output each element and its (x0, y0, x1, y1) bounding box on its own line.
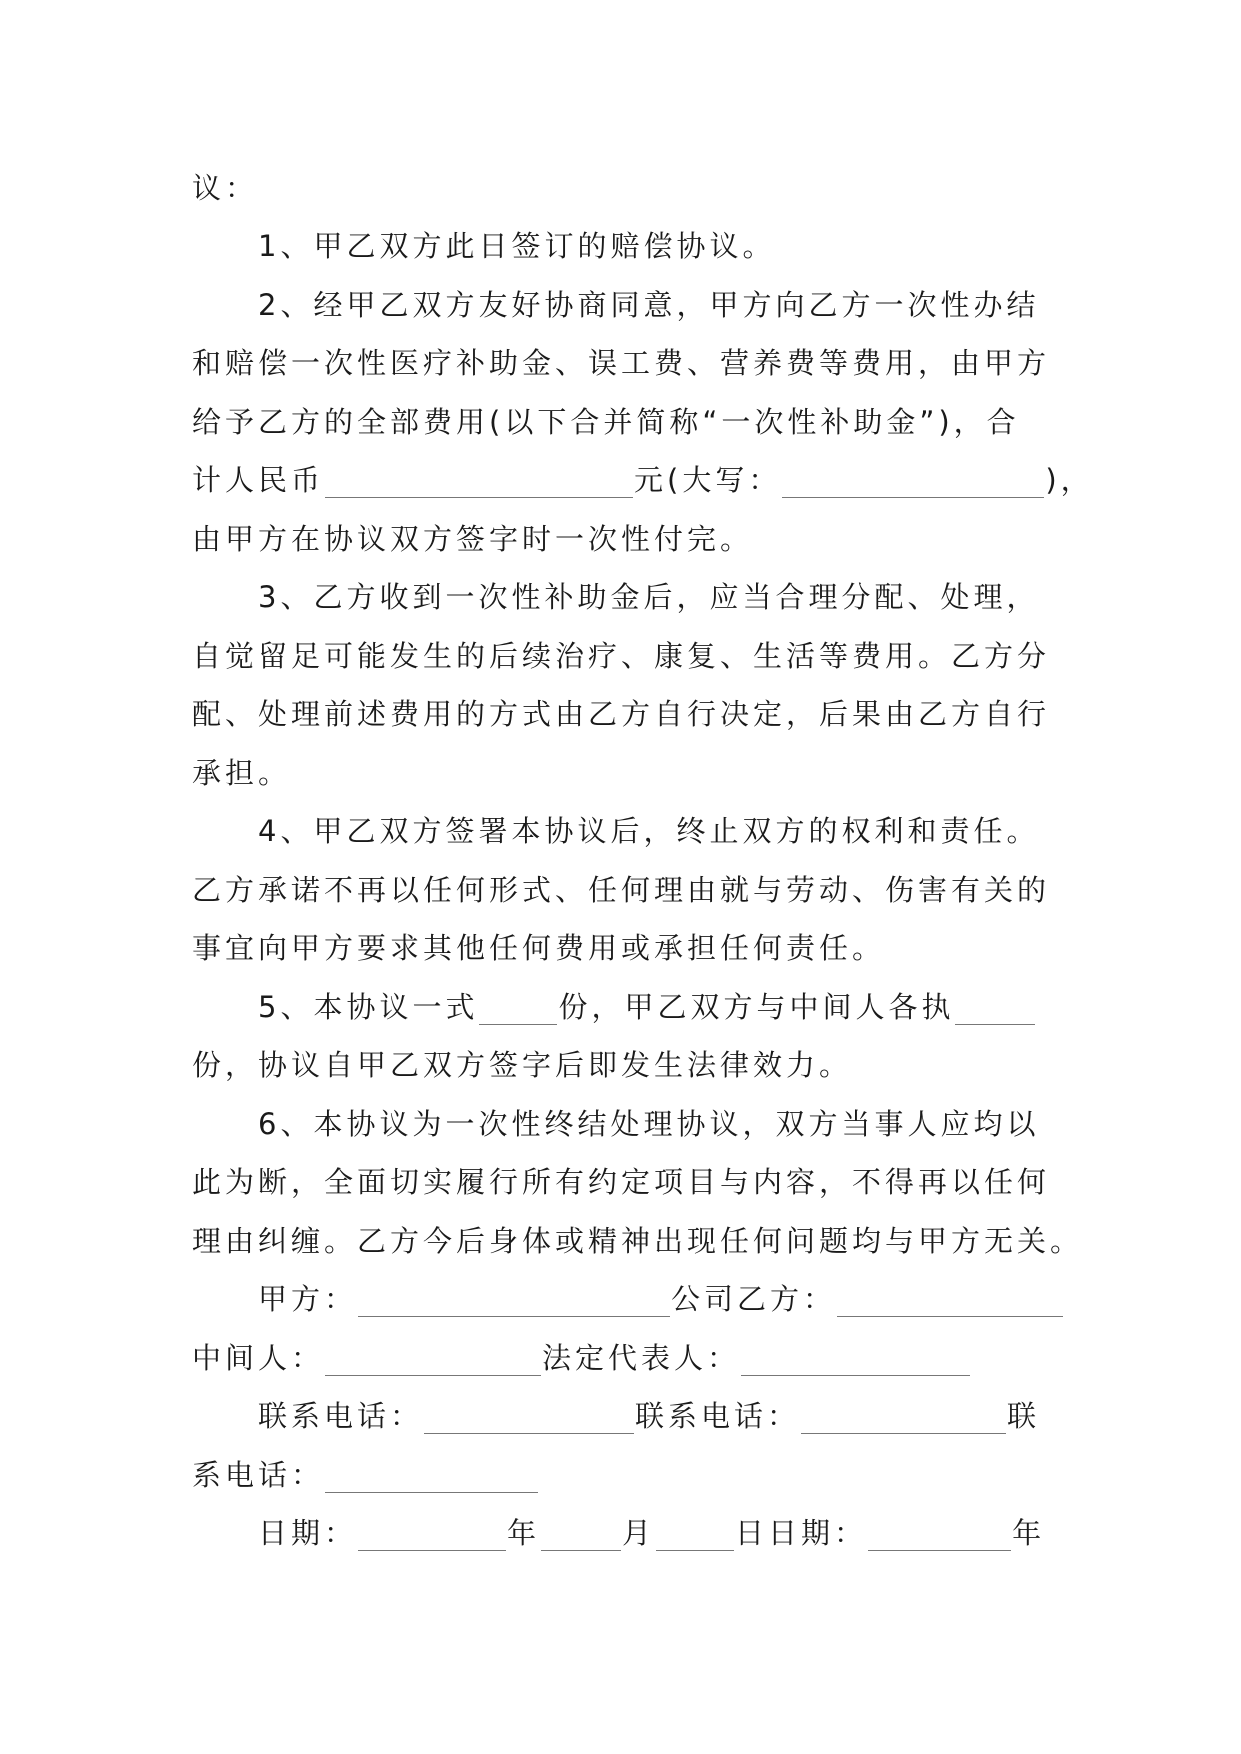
year-label: 年 (507, 1516, 541, 1550)
each-copies-blank[interactable] (955, 994, 1035, 1025)
month-blank[interactable] (541, 1520, 621, 1551)
amount-label: 计人民币 (192, 463, 325, 497)
legal-rep-blank[interactable] (741, 1345, 970, 1376)
closing-paren: )， (1045, 463, 1094, 497)
amount-uppercase-label: 元(大写： (634, 463, 782, 497)
signature-middleman (192, 1338, 971, 1378)
party-b-blank[interactable] (837, 1286, 1063, 1317)
year-label: 年 (1012, 1516, 1046, 1550)
clause-2-line: 给予乙方的全部费用(以下合并简称“一次性补助金”)，合 (192, 405, 1020, 439)
copies-label: 5、本协议一式 (258, 990, 479, 1024)
party-a-blank[interactable] (358, 1286, 670, 1317)
month-label: 月 (622, 1516, 656, 1550)
party-b-label: 公司乙方： (671, 1282, 837, 1316)
signature-dates (258, 1513, 1045, 1553)
signature-phone-3 (192, 1455, 539, 1495)
clause-2-line: 2、经甲乙双方友好协商同意，甲方向乙方一次性办结 (258, 288, 1040, 322)
amount-blank[interactable] (325, 467, 633, 498)
intro-tail: 议： (192, 171, 259, 205)
phone-blank[interactable] (424, 1403, 634, 1434)
clause-6-line: 理由纠缠。乙方今后身体或精神出现任何问题均与甲方无关。 (192, 1224, 1084, 1258)
middleman-label: 中间人： (192, 1341, 325, 1375)
phone-blank[interactable] (325, 1462, 538, 1493)
day-blank[interactable] (656, 1520, 734, 1551)
year-blank[interactable] (868, 1520, 1011, 1551)
clause-2-line: 由甲方在协议双方签字时一次性付完。 (192, 522, 754, 556)
signature-phones (258, 1396, 1040, 1436)
phone-label-part: 联 (1007, 1399, 1041, 1433)
middleman-blank[interactable] (325, 1345, 541, 1376)
clause-4-line: 乙方承诺不再以任何形式、任何理由就与劳动、伤害有关的 (192, 873, 1051, 907)
clause-6-line: 此为断，全面切实履行所有约定项目与内容，不得再以任何 (192, 1165, 1051, 1199)
clause-5-line (258, 987, 1036, 1027)
clause-6-line: 6、本协议为一次性终结处理协议，双方当事人应均以 (258, 1107, 1040, 1141)
phone-label: 联系电话： (635, 1399, 801, 1433)
clause-2-line: 和赔偿一次性医疗补助金、误工费、营养费等费用，由甲方 (192, 346, 1051, 380)
clause-3-line: 承担。 (192, 756, 292, 790)
clause-5-line: 份，协议自甲乙双方签字后即发生法律效力。 (192, 1048, 853, 1082)
year-blank[interactable] (358, 1520, 506, 1551)
clause-4-line: 4、甲乙双方签署本协议后，终止双方的权利和责任。 (258, 814, 1040, 848)
date-label: 日期： (258, 1516, 358, 1550)
clause-3-line: 自觉留足可能发生的后续治疗、康复、生活等费用。乙方分 (192, 639, 1051, 673)
day-date-label: 日日期： (735, 1516, 868, 1550)
amount-uppercase-blank[interactable] (782, 467, 1044, 498)
copies-blank[interactable] (479, 994, 557, 1025)
clause-3-line: 3、乙方收到一次性补助金后，应当合理分配、处理， (258, 580, 1040, 614)
clause-1: 1、甲乙双方此日签订的赔偿协议。 (258, 229, 776, 263)
legal-rep-label: 法定代表人： (542, 1341, 741, 1375)
phone-label: 联系电话： (258, 1399, 424, 1433)
party-a-label: 甲方： (258, 1282, 358, 1316)
signature-parties (258, 1279, 1064, 1319)
clause-2-amount-line (192, 460, 1094, 500)
clause-3-line: 配、处理前述费用的方式由乙方自行决定，后果由乙方自行 (192, 697, 1051, 731)
clause-4-line: 事宜向甲方要求其他任何费用或承担任何责任。 (192, 931, 886, 965)
each-holds-label: 份，甲乙双方与中间人各执 (558, 990, 955, 1024)
phone-blank[interactable] (801, 1403, 1006, 1434)
phone-label-part: 系电话： (192, 1458, 325, 1492)
